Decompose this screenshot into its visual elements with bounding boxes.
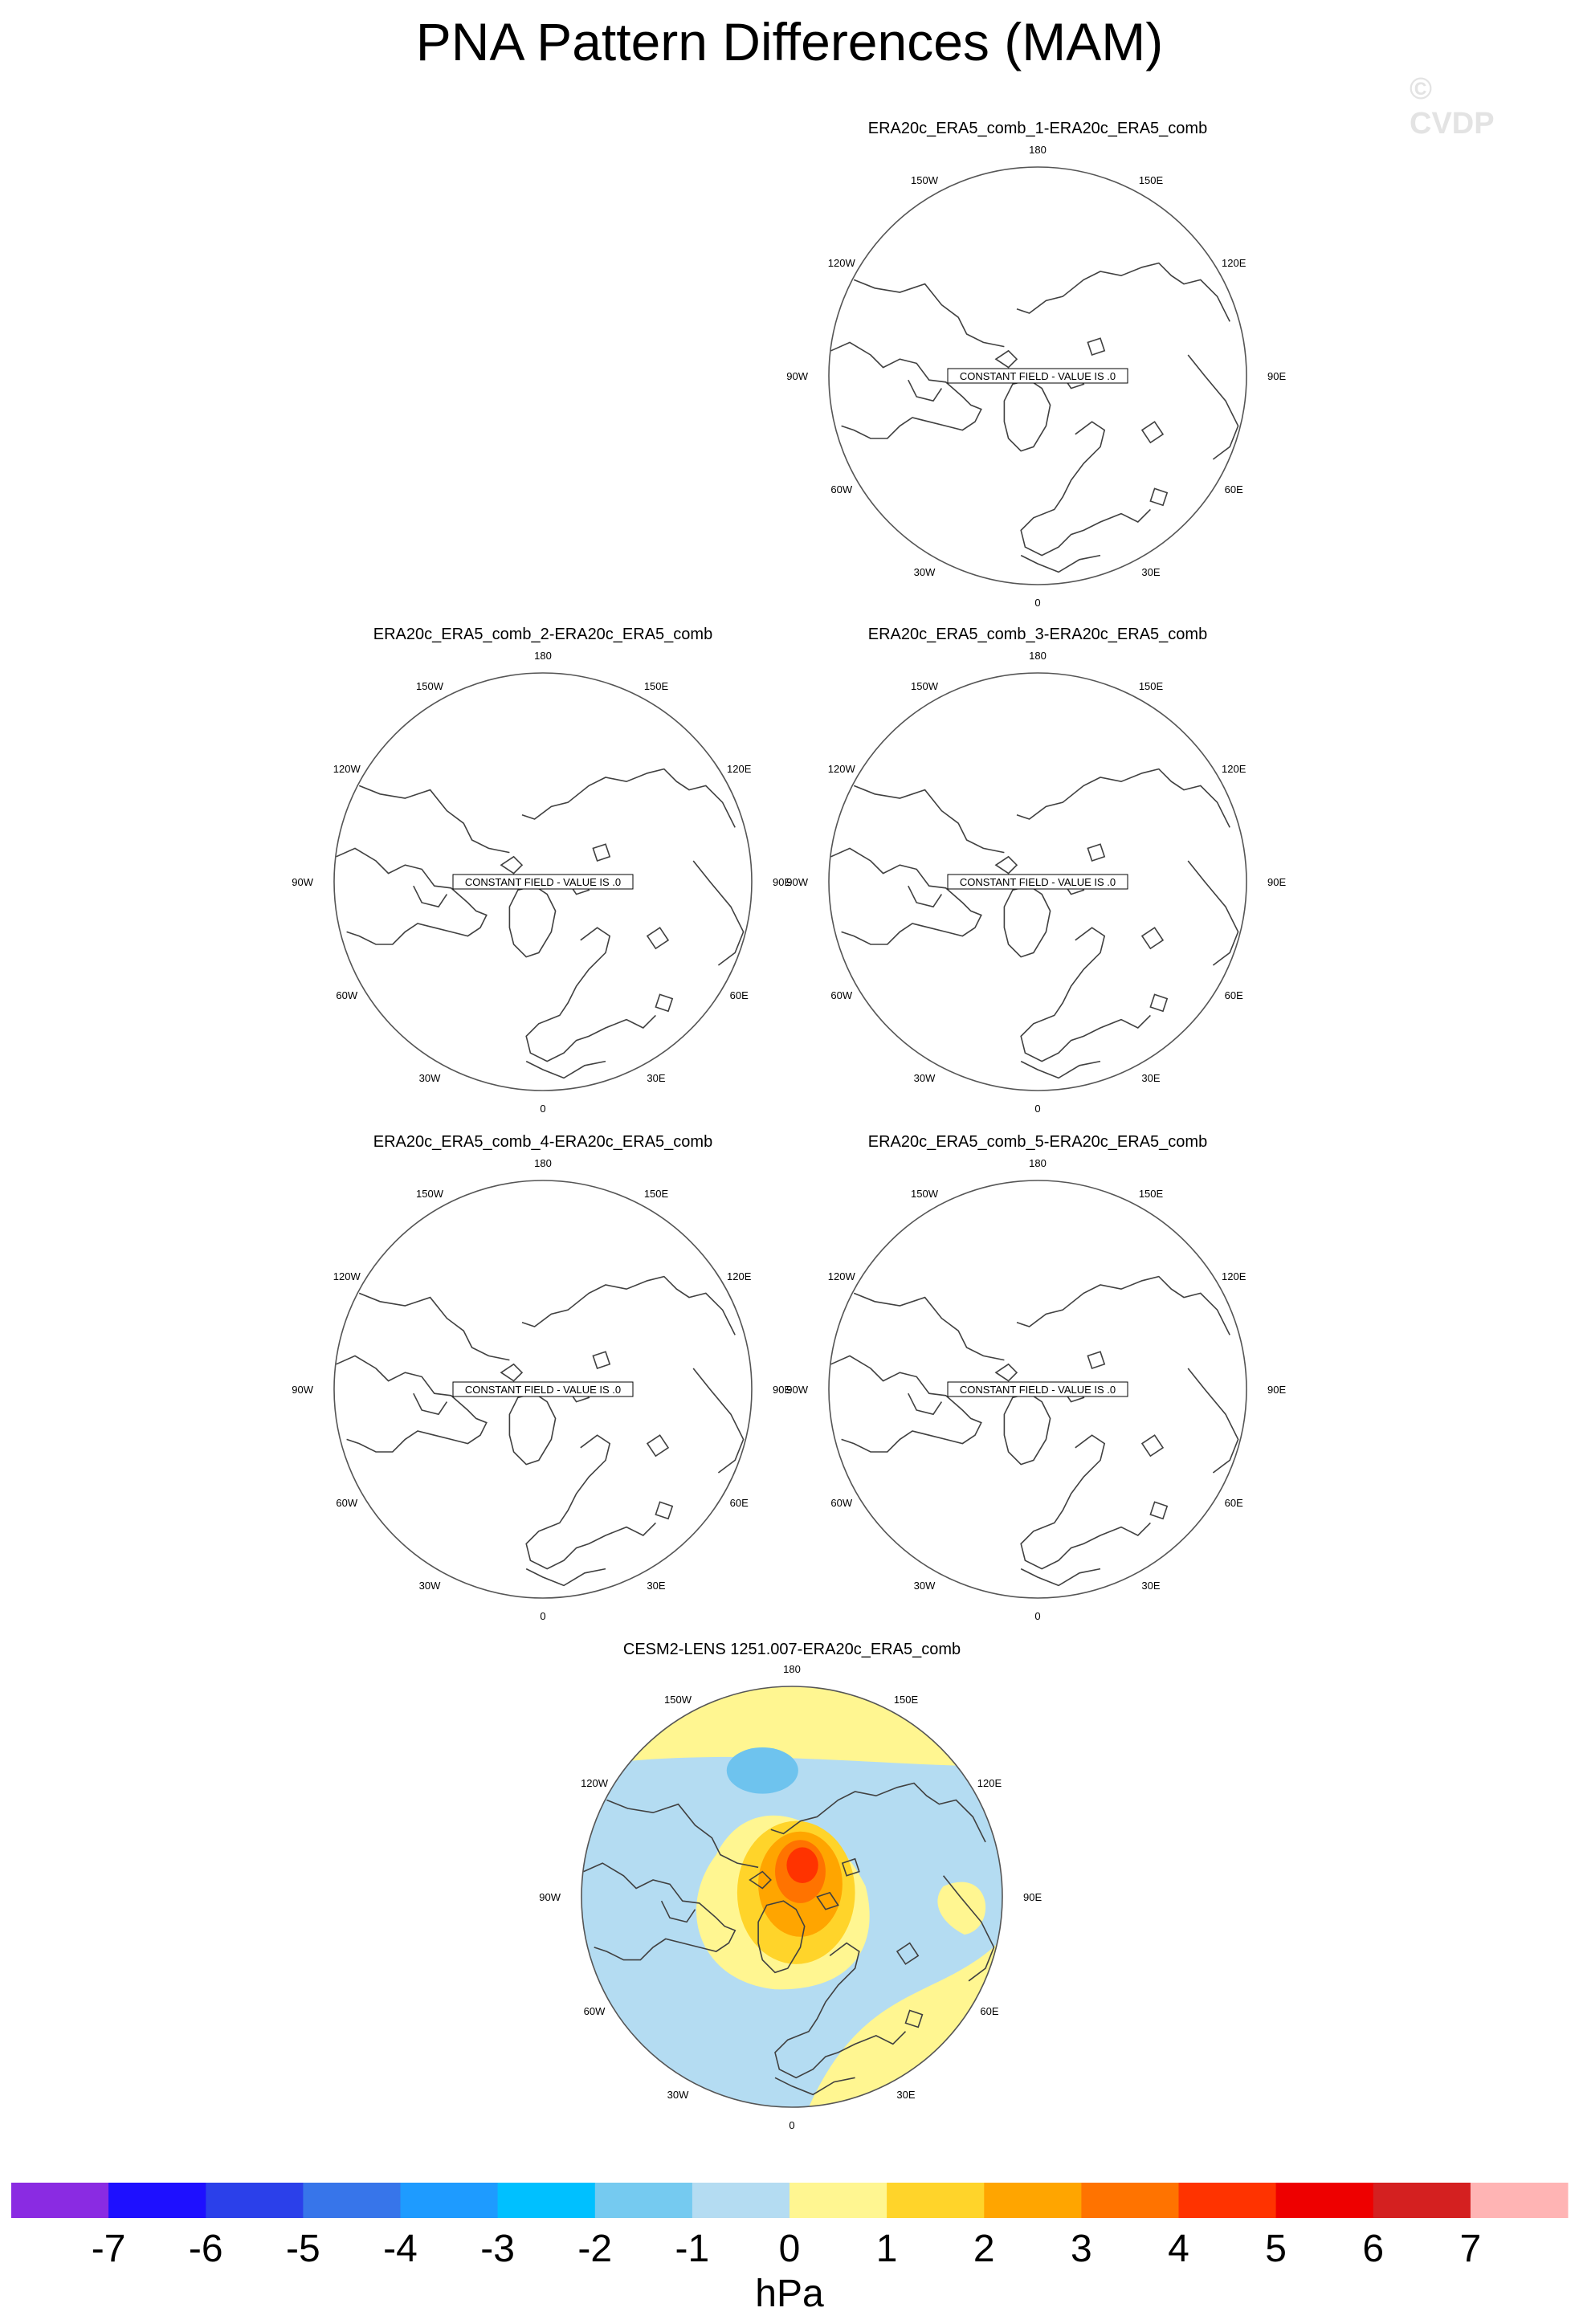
coastline-10 [1142,422,1163,442]
lon-label-180: 180 [1029,144,1047,156]
colorbar-box-3 [206,2183,304,2218]
colorbar-tick-label: 7 [1459,2228,1482,2270]
lon-label-90E: 90E [773,1384,792,1396]
coastline-10 [1142,928,1163,948]
lon-label-60W: 60W [336,1497,358,1509]
map-title-2: ERA20c_ERA5_comb_2-ERA20c_ERA5_comb [373,626,713,643]
colorbar-tick-label: -2 [577,2228,613,2270]
lon-label-90E: 90E [1267,876,1287,888]
colorbar-tick-label: -7 [91,2228,126,2270]
lon-label-150W: 150W [911,1187,938,1200]
coastline-10 [647,928,668,948]
colorbar-box-14 [1276,2183,1374,2218]
colorbar-unit-label: hPa [755,2273,824,2315]
lon-label-90W: 90W [786,1384,808,1396]
lon-label-120W: 120W [827,763,855,775]
colorbar-box-15 [1373,2183,1471,2218]
lon-label-120E: 120E [1222,1270,1246,1282]
lon-label-90E: 90E [773,876,792,888]
lon-label-90W: 90W [539,1891,561,1903]
lon-label-30E: 30E [896,2088,916,2101]
lon-label-120W: 120W [827,257,855,269]
coastline-6 [1017,769,1230,828]
lon-label-120W: 120W [827,1270,855,1282]
lon-label-150E: 150E [1138,679,1164,692]
lon-label-60W: 60W [830,1497,853,1509]
colorbar-tick-label: 6 [1362,2228,1385,2270]
coastline-13 [1188,355,1238,459]
map-panel-2 [292,626,791,1115]
lon-label-60E: 60E [1224,989,1243,1001]
lon-label-0: 0 [1034,597,1041,609]
cvdp-watermark: © CVDP [1410,72,1495,141]
coastline-4 [1004,380,1050,451]
lon-label-60W: 60W [830,483,853,495]
coastline-11 [655,1502,672,1519]
lon-label-180: 180 [534,1157,552,1169]
map-panel-3 [786,626,1286,1115]
contour-pos4 [786,1847,818,1883]
coastline-12 [1021,556,1100,573]
coastline-11 [1150,994,1167,1011]
coastline-6 [522,1277,735,1335]
contour-fill [581,1686,1002,2107]
colorbar-tick-label: -3 [480,2228,515,2270]
map-panel-4 [292,1133,791,1622]
map-title-3: ERA20c_ERA5_comb_3-ERA20c_ERA5_comb [867,626,1208,643]
colorbar-tick-label: 0 [778,2228,801,2270]
colorbar [11,2183,1569,2315]
lon-label-30W: 30W [418,1072,441,1085]
lon-label-150E: 150E [643,1187,669,1200]
lon-label-60W: 60W [336,989,358,1001]
coastline-7 [996,1364,1017,1381]
lon-label-180: 180 [783,1663,801,1675]
coastline-2 [854,785,1004,852]
lon-label-120E: 120E [727,1270,752,1282]
coastline-5 [526,1435,655,1568]
page-title: PNA Pattern Differences (MAM) [415,12,1164,71]
map-panel-6 [539,1641,1042,2131]
lon-label-30E: 30E [647,1072,666,1085]
lon-label-120W: 120W [581,1777,609,1789]
lon-label-150W: 150W [911,679,938,692]
coastline-10 [1142,1435,1163,1456]
coastline-9 [1087,1352,1104,1368]
lon-label-180: 180 [1029,1157,1047,1169]
lon-label-90E: 90E [1267,1384,1287,1396]
lon-label-150E: 150E [1138,1187,1164,1200]
constant-field-label: CONSTANT FIELD - VALUE IS .0 [959,876,1116,888]
contour-negative2-blob [727,1747,798,1794]
lon-label-150W: 150W [911,173,938,186]
map-title-4: ERA20c_ERA5_comb_4-ERA20c_ERA5_comb [373,1133,713,1151]
coastline-9 [1087,338,1104,355]
colorbar-tick-label: -6 [188,2228,223,2270]
coastline-4 [1004,886,1050,956]
lon-label-0: 0 [540,1610,546,1622]
colorbar-box-4 [303,2183,401,2218]
coastline-10 [647,1435,668,1456]
lon-label-120W: 120W [333,1270,361,1282]
lon-label-30E: 30E [1141,1580,1161,1592]
lon-label-120W: 120W [333,763,361,775]
coastline-12 [1021,1569,1100,1586]
lon-label-180: 180 [1029,650,1047,662]
lon-label-150W: 150W [416,1187,443,1200]
coastline-2 [359,1293,509,1360]
coastline-2 [854,1293,1004,1360]
lon-label-30W: 30W [913,1580,936,1592]
lon-label-30E: 30E [1141,1072,1161,1085]
constant-field-label: CONSTANT FIELD - VALUE IS .0 [959,1384,1116,1396]
constant-field-label: CONSTANT FIELD - VALUE IS .0 [464,876,622,888]
coastline-13 [1188,1368,1238,1473]
colorbar-tick-label: 5 [1265,2228,1287,2270]
coastline-2 [854,279,1004,346]
coastline-12 [526,1569,606,1586]
lon-label-90E: 90E [1267,370,1287,382]
coastline-1 [337,1356,487,1452]
lon-label-30E: 30E [1141,566,1161,579]
colorbar-box-2 [108,2183,206,2218]
map-title-5: ERA20c_ERA5_comb_5-ERA20c_ERA5_comb [867,1133,1208,1151]
lon-label-150W: 150W [416,679,443,692]
constant-field-label: CONSTANT FIELD - VALUE IS .0 [959,370,1116,382]
lon-label-0: 0 [789,2119,795,2131]
coastline-9 [1087,844,1104,861]
lon-label-60E: 60E [1224,483,1243,495]
colorbar-box-10 [887,2183,985,2218]
coastline-13 [693,1368,743,1473]
colorbar-tick-label: 2 [973,2228,995,2270]
constant-field-label: CONSTANT FIELD - VALUE IS .0 [464,1384,622,1396]
lon-label-30W: 30W [667,2088,689,2101]
coastline-9 [593,1352,610,1368]
colorbar-tick-label: 1 [875,2228,898,2270]
coastline-4 [509,886,555,956]
lon-label-60E: 60E [729,989,749,1001]
lon-label-30W: 30W [418,1580,441,1592]
coastline-11 [1150,488,1167,505]
lon-label-60E: 60E [1224,1497,1243,1509]
coastline-7 [501,857,522,874]
coastline-3 [908,1393,942,1414]
coastline-13 [1188,861,1238,965]
colorbar-tick-label: 3 [1071,2228,1092,2270]
coastline-7 [501,1364,522,1381]
coastline-5 [1021,422,1150,555]
coastline-11 [1150,1502,1167,1519]
lon-label-0: 0 [540,1103,546,1115]
map-title-1: ERA20c_ERA5_comb_1-ERA20c_ERA5_comb [867,120,1208,137]
lon-label-90W: 90W [786,876,808,888]
lon-label-180: 180 [534,650,552,662]
colorbar-box-9 [790,2183,887,2218]
lon-label-150W: 150W [664,1694,692,1706]
colorbar-box-7 [595,2183,693,2218]
coastline-3 [414,1393,447,1414]
lon-label-150E: 150E [893,1694,919,1706]
lon-label-60W: 60W [830,989,853,1001]
coastline-4 [509,1393,555,1464]
coastline-2 [359,785,509,852]
coastline-1 [831,342,981,438]
lon-label-150E: 150E [1138,173,1164,186]
coastline-11 [655,994,672,1011]
colorbar-tick-label: 4 [1168,2228,1189,2270]
colorbar-box-12 [1081,2183,1179,2218]
colorbar-box-13 [1179,2183,1277,2218]
coastline-12 [526,1062,606,1078]
coastline-5 [1021,928,1150,1061]
coastline-7 [996,857,1017,874]
colorbar-box-6 [498,2183,596,2218]
colorbar-tick-label: -5 [286,2228,320,2270]
coastline-12 [1021,1062,1100,1078]
coastline-5 [1021,1435,1150,1568]
coastline-3 [908,886,942,907]
coastline-3 [908,380,942,401]
coastline-4 [1004,1393,1050,1464]
coastline-7 [996,351,1017,368]
lon-label-120E: 120E [1222,763,1246,775]
lon-label-120E: 120E [977,1777,1002,1789]
colorbar-box-16 [1471,2183,1569,2218]
lon-label-0: 0 [1034,1103,1041,1115]
lon-label-120E: 120E [727,763,752,775]
colorbar-box-1 [11,2183,109,2218]
coastline-1 [831,848,981,944]
lon-label-60E: 60E [729,1497,749,1509]
lon-label-90E: 90E [1023,1891,1042,1903]
lon-label-0: 0 [1034,1610,1041,1622]
lon-label-150E: 150E [643,679,669,692]
colorbar-box-11 [984,2183,1082,2218]
map-panel-1 [786,120,1286,609]
map-panel-5 [786,1133,1286,1622]
map-title-6: CESM2-LENS 1251.007-ERA20c_ERA5_comb [622,1641,961,1658]
coastline-3 [414,886,447,907]
coastline-9 [593,844,610,861]
colorbar-box-8 [692,2183,790,2218]
coastline-6 [1017,1277,1230,1335]
coastline-5 [526,928,655,1061]
lon-label-90W: 90W [292,1384,313,1396]
lon-label-30W: 30W [913,1072,936,1085]
lon-label-120E: 120E [1222,257,1246,269]
lon-label-90W: 90W [292,876,313,888]
coastline-6 [1017,263,1230,322]
contour-zero-north [581,1686,1002,1767]
lon-label-60E: 60E [980,2005,999,2017]
colorbar-box-5 [401,2183,499,2218]
coastline-13 [693,861,743,965]
coastline-6 [522,769,735,828]
coastline-1 [337,848,487,944]
colorbar-tick-label: -4 [383,2228,418,2270]
lon-label-30E: 30E [647,1580,666,1592]
lon-label-90W: 90W [786,370,808,382]
lon-label-30W: 30W [913,566,936,579]
colorbar-tick-label: -1 [675,2228,710,2270]
coastline-1 [831,1356,981,1452]
lon-label-60W: 60W [583,2005,606,2017]
